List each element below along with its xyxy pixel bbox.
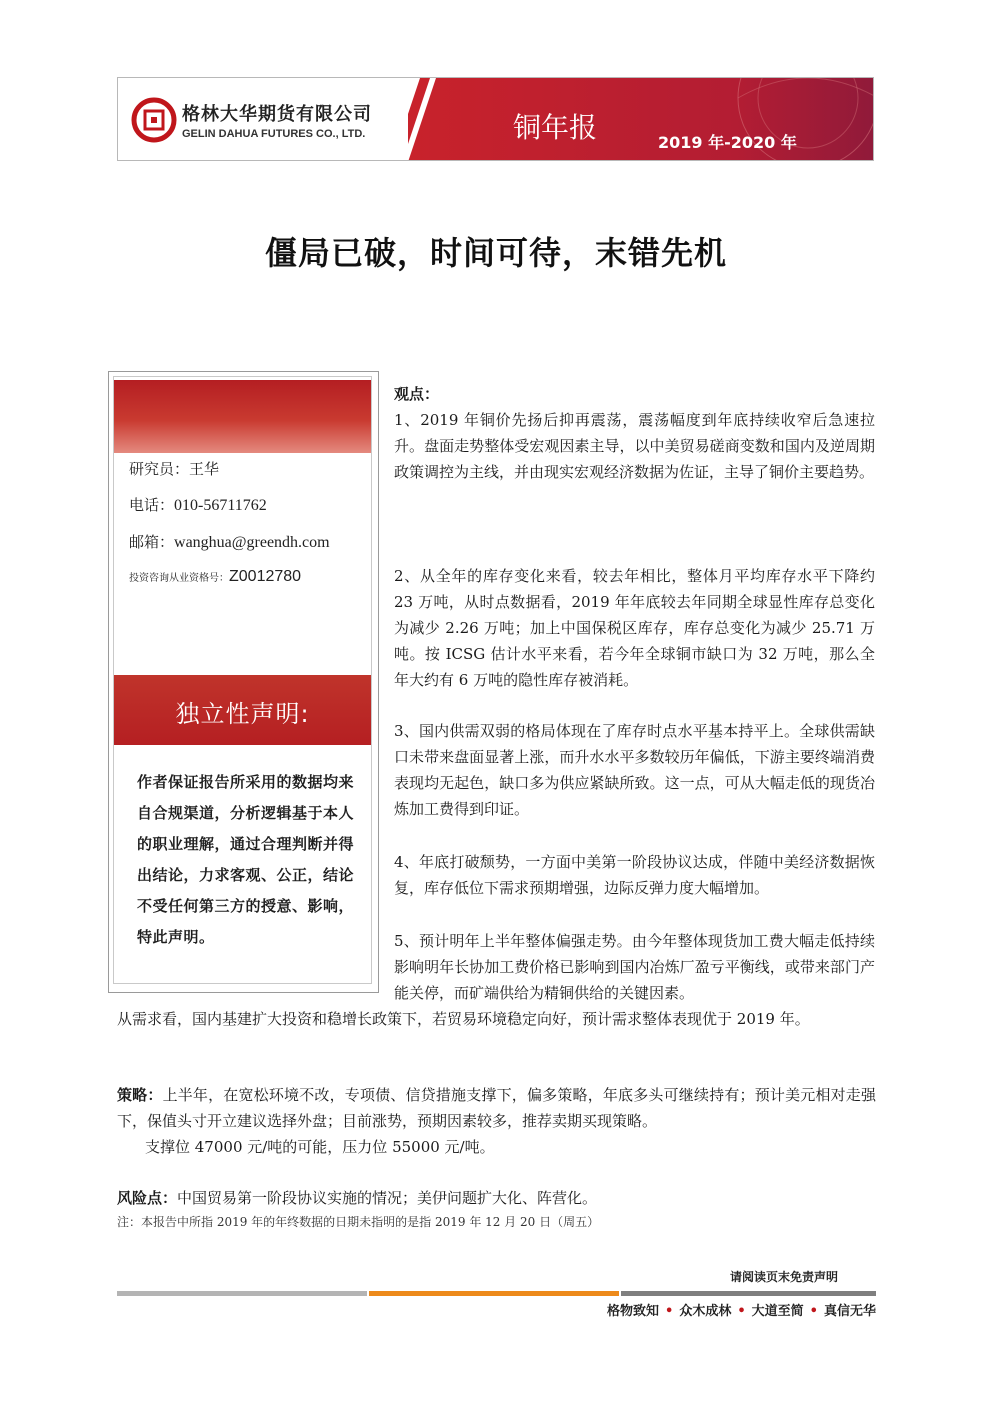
strategy-text: 上半年，在宽松环境不改，专项债、信贷措施支撑下，偏多策略，年底多头可继续持有；预计美元相对走强下，保值头寸开立建议选择外盘；目前涨势，预期因素较多，推荐卖期买现策略。 (117, 1086, 876, 1130)
support-resistance-levels: 支撑位 47000 元/吨的可能，压力位 55000 元/吨。 (145, 1138, 495, 1156)
risk-section (117, 1185, 876, 1211)
strategy-label: 策略： (117, 1086, 163, 1104)
phone-line (129, 494, 267, 515)
motto-item: 真信无华 (823, 1304, 876, 1319)
qualification-label: 投资咨询从业资格号： (129, 573, 229, 584)
footer-bar-dark (621, 1291, 876, 1296)
researcher-name: 王华 (189, 460, 220, 478)
footer-bar-gray (117, 1291, 367, 1296)
company-name-cn: 格林大华期货有限公司 (182, 104, 372, 125)
declaration-title: 独立性声明: (175, 700, 310, 728)
viewpoints-heading: 观点： (394, 385, 440, 403)
company-name-en: GELIN DAHUA FUTURES CO., LTD. (182, 128, 366, 140)
report-years: 2019 年-2020 年 (658, 133, 797, 152)
viewpoint-paragraph-3: 3、国内供需双弱的格局体现在了库存时点水平基本持平上。全球供需缺口未带来盘面显著上涨，而升水水平多数较历年偏低，下游主要终端消费表现均无起色，缺口多为供应紧缺所致。这一点，可从大幅走低的现货冶炼加工费得到印证。 (394, 722, 875, 818)
motto-item: 众木成林 (679, 1304, 732, 1319)
footer-motto (607, 1300, 876, 1319)
report-header (117, 77, 874, 161)
strategy-section (117, 1082, 876, 1134)
email-line (129, 531, 330, 552)
company-logo-area (118, 78, 448, 160)
company-logo-icon (130, 96, 178, 144)
motto-item: 大道至简 (751, 1304, 804, 1319)
viewpoint-paragraph-5-continued: 从需求看，国内基建扩大投资和稳增长政策下，若贸易环境稳定向好，预计需求整体表现优于 2019 年。 (117, 1010, 810, 1028)
risk-text: 中国贸易第一阶段协议实施的情况；美伊问题扩大化、阵营化。 (177, 1189, 598, 1207)
viewpoint-paragraph-2: 2、从全年的库存变化来看，较去年相比，整体月平均库存水平下降约 23 万吨，从时点数据看，2019 年年底较去年同期全球显性库存总变化为减少 2.26 万吨；加上中国保税区库存，库存总变化为减少 25.71 万吨。按 ICSG 估计水平来看，若今年全球铜市缺口为 32 万吨，那么全年大约有 6 万吨的隐性库存被消耗。 (394, 567, 875, 689)
researcher-label: 研究员： (129, 460, 190, 478)
email-label: 邮箱： (129, 533, 175, 551)
footer-bar-orange (369, 1291, 619, 1296)
declaration-text: 作者保证报告所采用的数据均来自合规渠道，分析逻辑基于本人的职业理解，通过合理判断并得出结论，力求客观、公正，结论不受任何第三方的授意、影响，特此声明。 (137, 773, 355, 946)
phone-number: 010-56711762 (174, 497, 267, 514)
declaration-banner (114, 675, 371, 745)
footnote: 注：本报告中所指 2019 年的年终数据的日期未指明的是指 2019 年 12 月 20 日（周五） (117, 1215, 600, 1229)
qualification-line (129, 567, 301, 586)
bullet-dot-icon: • (809, 1304, 818, 1319)
report-title: 铜年报 (513, 111, 598, 144)
viewpoint-paragraph-4: 4、年底打破颓势，一方面中美第一阶段协议达成，伴随中美经济数据恢复，库存低位下需求预期增强，边际反弹力度大幅增加。 (394, 853, 875, 897)
risk-label: 风险点： (117, 1189, 178, 1207)
analyst-sidebar (108, 371, 379, 993)
viewpoint-paragraph-5: 5、预计明年上半年整体偏强走势。由今年整体现货加工费大幅走低持续影响明年长协加工费价格已影响到国内冶炼厂盈亏平衡线，或带来部门产能关停，而矿端供给为精铜供给的关键因素。 (394, 932, 875, 1002)
page-title: 僵局已破，时间可待，末错先机 (264, 234, 727, 272)
email-address: wanghua@greendh.com (174, 534, 330, 551)
qualification-number: Z0012780 (229, 568, 302, 585)
motto-item: 格物致知 (607, 1304, 660, 1319)
viewpoint-paragraph-1: 1、2019 年铜价先扬后抑再震荡，震荡幅度到年底持续收窄后急速拉升。盘面走势整体受宏观因素主导，以中美贸易磋商变数和国内及逆周期政策调控为主线，并由现实宏观经济数据为佐证，主导了铜价主要趋势。 (394, 411, 875, 481)
researcher-line (129, 458, 219, 479)
disclaimer-notice: 请阅读页末免责声明 (730, 1270, 839, 1284)
sidebar-red-header (114, 380, 371, 453)
phone-label: 电话： (129, 496, 175, 514)
header-red-banner (408, 78, 874, 161)
bullet-dot-icon: • (665, 1304, 674, 1319)
bullet-dot-icon: • (737, 1304, 746, 1319)
